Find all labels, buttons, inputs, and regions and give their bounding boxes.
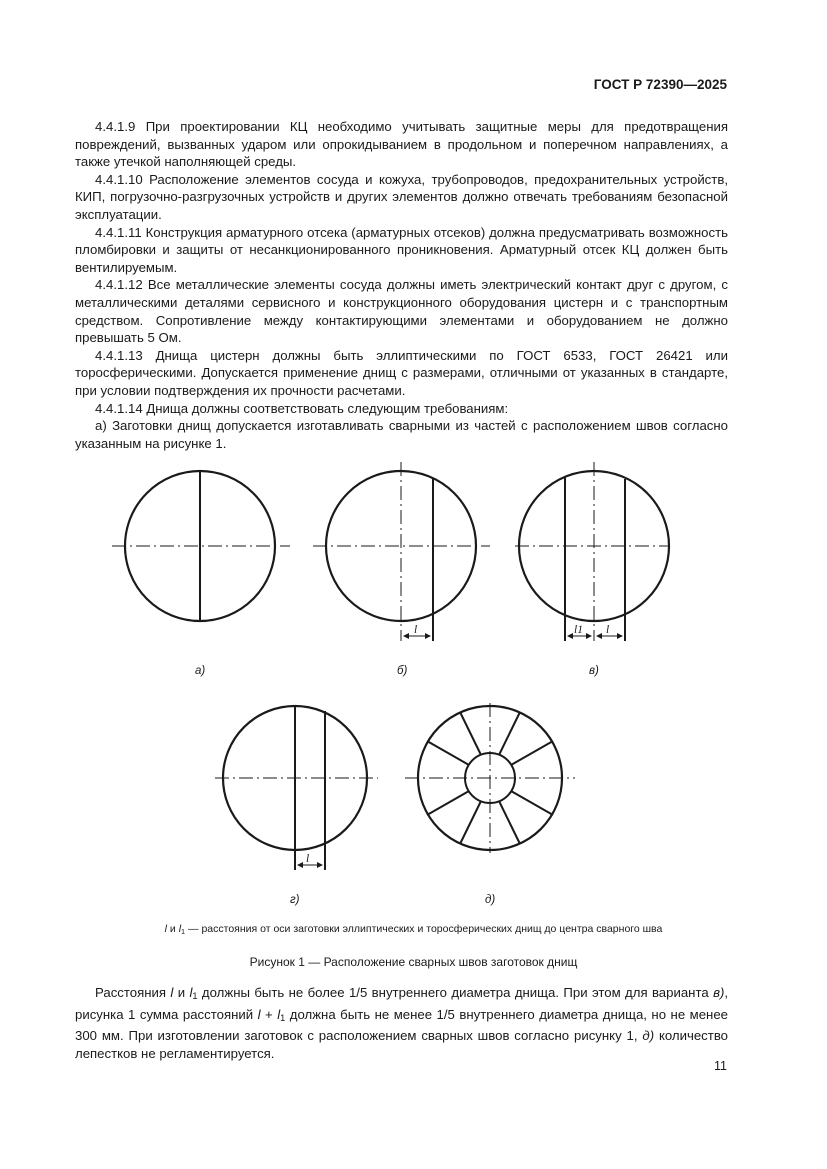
paragraph-4-4-1-12: 4.4.1.12 Все металлические элементы сосуда должны иметь электрический контакт друг с другом, с металлическими деталями сервисного и конструкционного оборудования цистерн и с транспортным средством. Сопротивление между контактирующими элементами и оборудованием не должно превышать 5 Ом. (75, 277, 728, 346)
body-text (75, 118, 728, 452)
paragraph-item-a: а) Заготовки днищ допускается изготавливать сварными из частей с расположением швов согласно указанным на рисунке 1. (75, 418, 728, 451)
paragraph-4-4-1-13: 4.4.1.13 Днища цистерн должны быть эллиптическими по ГОСТ 6533, ГОСТ 26421 или торосферическими. Допускается применение днищ с размерами, отличными от указанных в стандарте, при условии подтверждения их прочности расчетами. (75, 347, 728, 398)
paragraph-4-4-1-14: 4.4.1.14 Днища должны соответствовать следующим требованиям: (95, 400, 509, 416)
document-header: ГОСТ Р 72390—2025 (593, 77, 727, 92)
diagram-d (405, 703, 575, 853)
label-g: г) (290, 894, 300, 906)
label-a: а) (195, 665, 206, 677)
dim-l-v: l (606, 624, 610, 636)
figure-legend: l и $l_1$ — расстояния от оси заготовки эллиптических и торосферических днищ до центра сварного шва (164, 923, 663, 936)
diagram-v (515, 462, 670, 641)
paragraph-4-4-1-11: 4.4.1.11 Конструкция арматурного отсека (арматурных отсеков) должна предусматривать возможность пломбировки и защиты от несанкционированного проникновения. Арматурный отсек КЦ должен быть вентилируемым. (75, 224, 728, 275)
dim-l1-v: l1 (574, 624, 583, 636)
label-b: б) (397, 665, 408, 677)
figure-title: Рисунок 1 — Расположение сварных швов заготовок днищ (249, 955, 578, 969)
dim-l-g: l (306, 853, 310, 865)
paragraph-distances: Расстояния l и $l_1$ должны быть не более 1/5 внутреннего диаметра днища. При этом для варианта в), рисунка 1 сумма расстояний $l + l_1$ должна быть не менее 1/5 внутреннего диаметра днища, но не менее 300 мм. При изготовлении заготовок с расположением сварных швов согласно рисунку 1, д) количество лепестков не регламентируется. (75, 985, 729, 1061)
paragraph-4-4-1-9: 4.4.1.9 При проектировании КЦ необходимо учитывать защитные меры для предотвращения повреждений, вызванных ударом или опрокидыванием в продольном и поперечном направлениях, а также утечкой наполняющей среды. (75, 119, 728, 170)
paragraph-4-4-1-10: 4.4.1.10 Расположение элементов сосуда и кожуха, трубопроводов, предохранительных устройств, КИП, погрузочно-разгрузочных устройств и других элементов должно отвечать требованиям безопасной эксплуатации. (75, 171, 728, 222)
figure-1-weld-layouts (0, 450, 827, 920)
diagram-a (112, 471, 290, 621)
page-number: 11 (714, 1059, 727, 1073)
dim-l-b: l (414, 624, 418, 636)
label-d: д) (485, 894, 496, 906)
label-v: в) (589, 665, 599, 677)
after-figure-text (75, 984, 728, 1062)
diagram-g (215, 706, 378, 870)
diagram-b (313, 462, 490, 641)
